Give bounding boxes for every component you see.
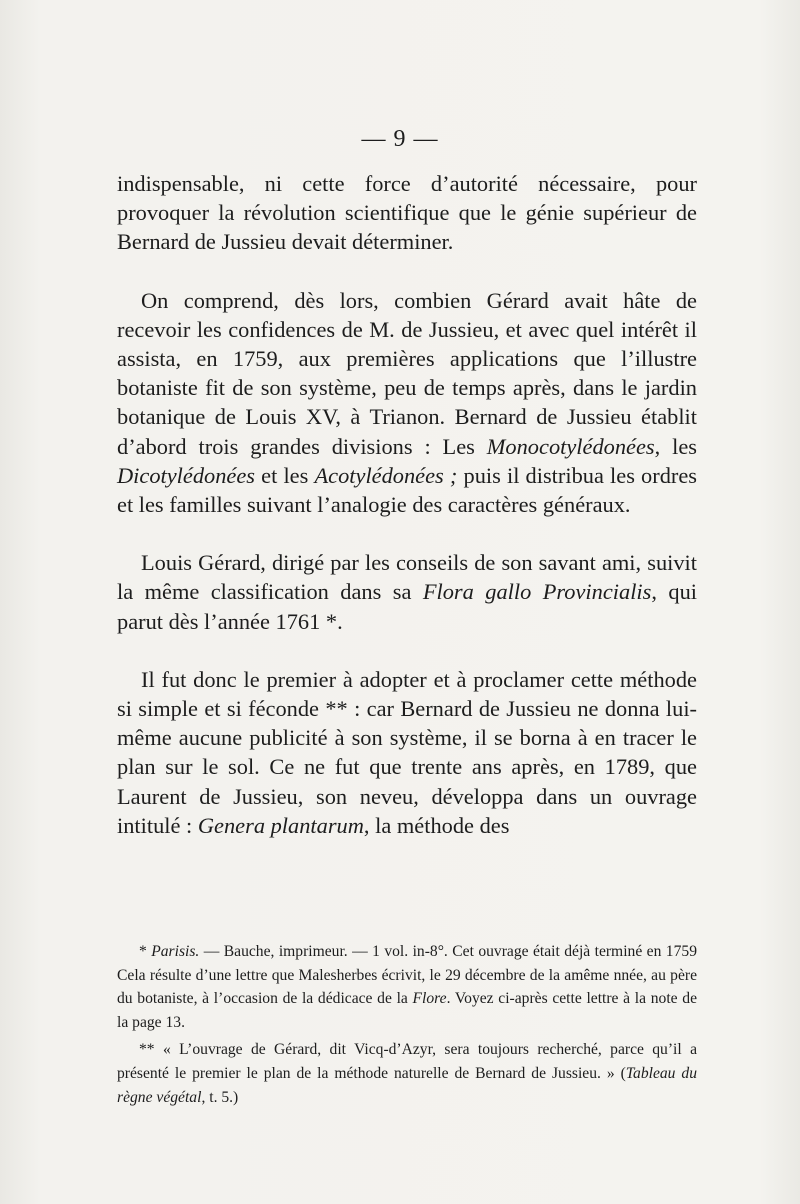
footnote-2 — [117, 1038, 697, 1109]
italic-text: Dicotylédonées — [117, 462, 256, 488]
text-run: Il fut donc le premier à adopter et à proclamer cette méthode si simple et si féconde ** : car Bernard de Jussieu ne donna lui-même aucune publicité à son système, il se borna à en tracer le plan sur le sol. Ce ne fut que trente ans après, en 1789, que Laurent de Jussieu, son neveu, développa dans un ouvrage intitulé : — [117, 666, 697, 838]
text-run: , la méthode des — [363, 812, 510, 838]
text-run: . Voyez ci-après cette lettre à la note de la page 13. — [117, 990, 697, 1031]
text-run: Louis Gérard, dirigé par les conseils de son savant ami, suivit la même classification dans sa — [117, 550, 697, 605]
italic-text: Flore — [412, 990, 447, 1008]
text-run: , t. 5.) — [201, 1088, 239, 1106]
main-text — [117, 169, 697, 840]
text-run: et les — [255, 462, 315, 488]
text-run: puis il distribua les ordres et les familles suivant l’analogie des caractères généraux. — [117, 462, 697, 518]
footnotes — [117, 940, 697, 1113]
italic-text: Flora gallo Provincialis — [422, 579, 652, 605]
paragraph-4 — [117, 665, 697, 840]
italic-text: Tableau du règne végétal — [117, 1064, 697, 1106]
text-run: ** « L’ouvrage de Gérard, dit Vicq-d’Azyr, sera toujours recherché, parce qu’il a présenté le premier le plan de la méthode naturelle de Bernard de Jussieu. » ( — [117, 1041, 697, 1082]
footnote-1 — [117, 940, 697, 1034]
paragraph-1 — [117, 169, 697, 257]
text-run: , qui parut dès l’année 1761 *. — [117, 579, 697, 634]
text-run: indispensable, ni cette force d’autorité nécessaire, pour provoquer la révolution scientifique que le génie supérieur de Bernard de Jussieu devait déterminer. — [117, 171, 697, 255]
text-run: On comprend, dès lors, combien Gérard avait hâte de recevoir les confidences de M. de Jussieu, et avec quel intérêt il assista, en 1759, aux premières applications que l’illustre botaniste fit de son système, peu de temps après, dans le jardin botanique de Louis XV, à Trianon. Bernard de Jussieu établit d’abord trois grandes divisions : Les — [117, 287, 697, 459]
paragraph-2 — [117, 286, 697, 520]
text-run: , les — [654, 433, 697, 459]
text-run: — Bauche, imprimeur. — 1 vol. in-8°. Cet ouvrage était déjà terminé en 1759 Cela résulte d’une lettre que Malesherbes écrivit, le 29 décembre de la amême nnée, au père du botaniste, à l’occasion de la dédicace de la — [117, 943, 697, 1008]
italic-text: Monocotylédonées — [486, 433, 655, 459]
text-run: * — [139, 943, 152, 960]
italic-text: Parisis. — [151, 943, 200, 960]
paragraph-3 — [117, 548, 697, 636]
italic-text: Genera plantarum — [197, 812, 364, 838]
page-number: — 9 — — [361, 126, 439, 152]
italic-text: Acotylédonées ; — [314, 462, 458, 488]
